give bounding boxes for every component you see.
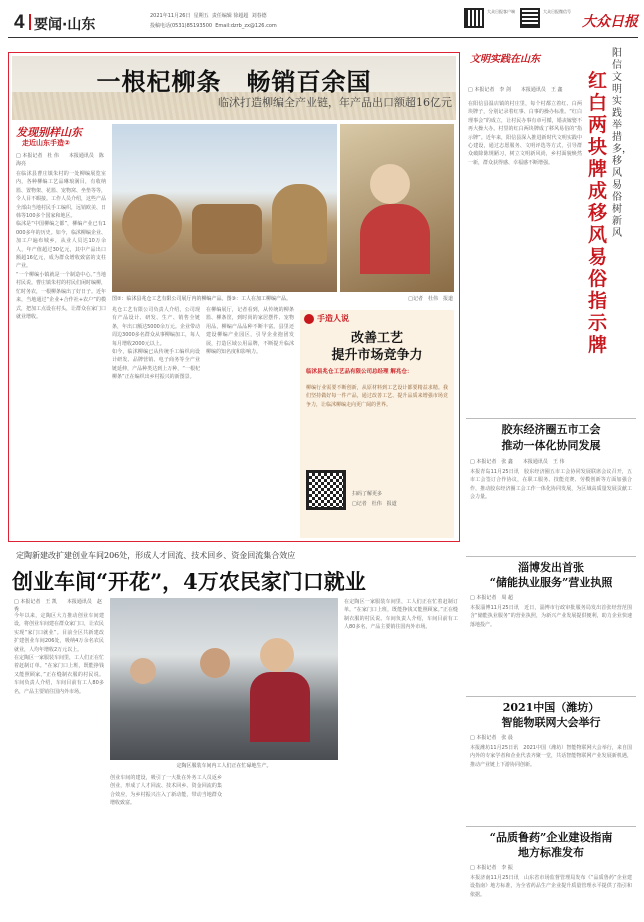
lead-headline: 一根杞柳条 畅销百余国 <box>96 67 372 96</box>
wechat-code-label: 大众日报微信号 <box>543 9 571 14</box>
employment-kicker: 定陶新建改扩建创业车间206处，形成人才回流、技术回乡、资金回流集合效应 <box>16 551 296 560</box>
weifang-headline: 2021中国（潍坊） 智能物联网大会举行 <box>501 701 601 729</box>
employment-byline: □ 本报记者 王 凯 本报通讯员 赵 秀 <box>14 599 102 613</box>
sidebar-headline: 改善工艺 提升市场竞争力 <box>331 331 423 363</box>
employment-photo-caption: 定陶区服装车间内工人们正在忙碌地生产。 <box>176 763 272 769</box>
employment-col-2: 创业车间的建设，吸引了一大批在外务工人员返乡创业，形成了人才回流、技术回乡、资金回流的集合效应，为乡村振兴注入了新动能，带动当地群众增收致富。 <box>110 775 222 807</box>
lead-photo-inset <box>340 124 454 292</box>
editor: 责任编辑 徐超超 <box>211 13 249 19</box>
lead-col-1: 在临沭县曹庄镇朱村的一处柳编展览室内，各种柳编工艺品琳琅满目，有收纳篮、置物架、花篮、宠物窝、坐垫等等，令人目不暇接。工作人员介绍，这些产品全部由当地村民手工编织，远销欧美、日韩等100多个国家和地区。 临沭是“中国柳编之都”，柳编产业已有1000多年的历史。如今，临沭柳编企业、加工户遍布城乡，从业人员达10万余人，年产值超过30亿元，其中产品出口额超16亿元，成为群众增收致富的支柱产业。 “一个柳编小镇就是一个制造中心。”当地村民说。曹庄镇朱村的村民们闲时编柳，忙时务农，一根柳条编出了好日子。近年来，当地通过“企业+合作社+农户”的模式，把加工点设在村头，让群众在家门口就业增收。 <box>16 171 106 320</box>
masthead <box>0 0 644 40</box>
civic-body: 在阳信县温店镇的村庄里，每个村都立着红、白两块牌子，分别记录着红事、白事的操办标准。“红白理事会”的成立，让村民办事有章可循，婚丧嫁娶不再大操大办。村里的红白两块牌成了移风易俗的“指示牌”。近年来，阳信县深入推进新时代文明实践中心建设，通过志愿服务、文明评选等方式，引导群众破除陈规陋习，树立文明新风尚，乡村面貌焕然一新，群众获得感、幸福感不断增强。 <box>468 101 582 166</box>
app-code-label: 大众日报客户端 <box>487 9 515 14</box>
weekday: 星期五 <box>193 13 209 19</box>
page-number: 4 <box>14 12 25 33</box>
qr-code-icon[interactable] <box>520 8 540 28</box>
weifang-byline: □ 本报记者 张 晨 <box>470 735 513 741</box>
quality-byline: □ 本报记者 李 振 <box>470 865 513 871</box>
hand-icon <box>304 314 314 324</box>
lead-photo-main <box>112 124 337 292</box>
phone: 投稿电话(0531)85193500 <box>150 23 213 29</box>
civic-byline: □ 本报记者 李 剑 本报通讯员 王 鑫 <box>468 87 563 93</box>
qr-code-icon[interactable] <box>306 470 346 510</box>
lead-photo-caption: 图②：临沭县兆仓工艺有限公司展厅内的柳编产品。图③：工人在加工柳编产品。 <box>112 296 291 302</box>
issue-date: 2021年11月26日 <box>150 13 191 19</box>
weifang-body: 本报潍坊11月25日讯 2021中国（潍坊）智能物联网大会举行，来自国内外的专家学者和企业代表齐聚一堂，共话智能物联网产业发展新机遇，推动产业链上下游协同创新。 <box>470 745 632 768</box>
qr-code-icon[interactable] <box>464 8 484 28</box>
employment-photo <box>110 598 338 760</box>
lead-byline: □ 本报记者 杜 伟 本报通讯员 陈海亮 <box>16 153 104 167</box>
civic-headline: 红白两块牌成移风易俗指示牌 <box>588 70 608 356</box>
section-title: 要闻·山东 <box>34 17 96 33</box>
zibo-body: 本报淄博11月25日讯 近日，淄博市行政审批服务局发出首张经营范围含“储能执业服务”的营业执照，为新兴产业发展提供便利，助力企业快速落地投产。 <box>470 605 632 628</box>
quality-body: 本报济南11月25日讯 山东省市场监督管理局发布《“品质鲁药”企业建设指南》地方标准，为全省药品生产企业提升质量管理水平提供了指引和依据。 <box>470 875 632 898</box>
column-logo: 发现别样山东 <box>16 126 82 139</box>
labor-body: 本报青岛11月25日讯 胶东经济圈五市工会协同发展联席会议召开，五市工会签订合作协议，在职工服务、技能竞赛、劳模创新等方面加强合作，推动胶东经济圈工会工作一体化协同发展，为区域高质量发展贡献工会力量。 <box>470 469 632 501</box>
employment-col-1: 今年以来，定陶区大力推动创业车间建设，将创业车间建在群众家门口，让农民实现“家门口就业”。目前全区共新建改扩建创业车间206处，吸纳4万余名农民就业，人均年增收2万元以上。 在定陶区一家服装车间里，工人们正在忙着赶制订单。“在家门口上班，既能挣钱又能照顾家。”正在缝制衣服的村民说。车间负责人介绍，车间目前有工人80多名，产品主要销往国内外市场。 <box>14 613 104 695</box>
labor-headline: 胶东经济圈五市工会 推动一体化协同发展 <box>501 423 601 452</box>
email: Email:dzrb_zx@126.com <box>215 23 277 29</box>
civic-logo: 文明实践在山东 <box>470 54 540 65</box>
sidebar-title: 手造人说 <box>317 314 349 323</box>
labor-byline: □ 本报记者 张 鑫 本报通讯员 王 伟 <box>470 459 565 465</box>
employment-col-3: 在定陶区一家服装车间里，工人们正在忙着赶制订单。“在家门口上班，既能挣钱又能照顾家。”正在缝制衣服的村民说。车间负责人介绍，车间目前有工人80多名，产品主要销往国内外市场。 <box>344 599 458 631</box>
sidebar-box <box>300 310 454 538</box>
zibo-headline: 淄博发出首张 “储能执业服务”营业执照 <box>489 561 613 589</box>
sidebar-quote: 柳编行业需要不断创新，从原材料到工艺设计都要精益求精。我们坚持做好每一件产品，通过改善工艺、提升品质来增强市场竞争力，让临沭柳编走向更广阔的世界。 <box>306 385 448 408</box>
employment-headline: 创业车间“开花”，4万农民家门口就业 <box>12 569 366 594</box>
paper-logo: 大众日报 <box>582 14 638 30</box>
qr-caption: 扫码了解更多 <box>352 491 383 497</box>
lead-col-3: 在柳编展厅，记者看到，从传统的柳条篮、柳条筐，到时尚的家居摆件、宠物用品，柳编产品品种不断丰富。县里还建设柳编产业园区，引导企业抱团发展，打造区域公用品牌，不断提升临沭柳编的知名度和影响力。 <box>206 307 294 356</box>
civic-deck: 阳信文明实践举措多，移风易俗树新风 <box>612 48 632 239</box>
sidebar-speaker: 临沭县兆仓工艺品有限公司总经理 解兆仓： <box>306 369 413 375</box>
column-sub: 走近山东手造② <box>22 139 70 147</box>
lead-banner <box>12 56 456 120</box>
quality-headline: “品质鲁药”企业建设指南 地方标准发布 <box>489 831 613 859</box>
lead-subtitle: 临沭打造柳编全产业链，年产品出口额超16亿元 <box>218 96 452 109</box>
lead-photo-credit: □记者 杜伟 报道 <box>408 296 453 302</box>
zibo-byline: □ 本报记者 周 超 <box>470 595 513 601</box>
lead-col-2: 兆仓工艺有限公司负责人介绍，公司现有产品设计、研发、生产、销售全链条，年出口额达5000余万元。企业带动周边3000多名群众从事柳编加工，每人每月增收2000元以上。 如今，临沭柳编已从传统手工编织向设计研发、品牌营销、电子商务等全产业链延伸，产品种类达到上万种，“一根杞柳条”正在编织出乡村振兴的新图景。 <box>112 307 200 381</box>
sidebar-credit: □记者 杜伟 报道 <box>352 501 397 507</box>
designer: 刘春德 <box>251 13 267 19</box>
